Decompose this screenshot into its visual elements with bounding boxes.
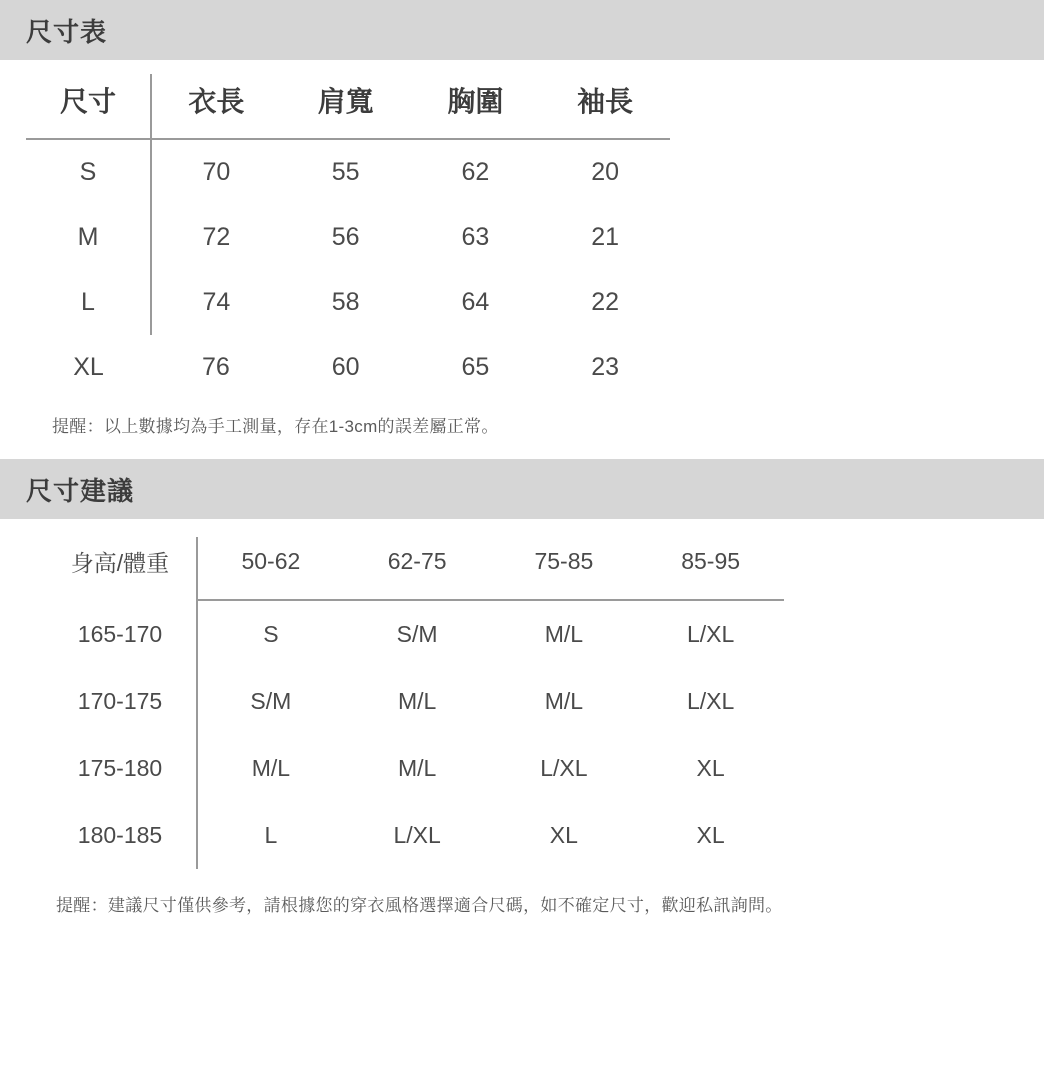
size-cell: 58 [331,288,360,316]
table-row [26,205,670,270]
size-table [26,74,670,396]
recommend-weight-header: 75-85 [491,537,638,600]
size-column-header-chest: 胸圍 [411,74,541,139]
size-cell: 70 [202,158,231,186]
size-table-body [26,139,670,396]
size-table-header [0,0,1044,60]
recommend-table-head [44,537,784,600]
recommend-table-body [44,600,784,869]
table-row [44,668,784,735]
size-table-head [26,74,670,139]
size-cell: 23 [591,353,620,381]
recommend-cell: M/L [544,621,584,647]
size-cell: 76 [201,353,230,381]
size-column-header-length: 衣長 [151,74,281,139]
table-row [44,735,784,802]
size-table-note: 提醒：以上數據均為手工測量，存在1-3cm的誤差屬正常。 [52,417,499,436]
recommend-cell: S/M [250,688,292,714]
size-cell: 63 [461,223,490,251]
recommend-header-row [44,537,784,600]
size-row-label: XL [73,353,104,381]
recommend-height-label: 170-175 [44,668,197,735]
recommend-height-label: 165-170 [44,600,197,668]
size-cell: 64 [461,288,490,316]
recommend-height-label: 180-185 [44,802,197,869]
recommend-cell: M/L [397,755,437,781]
size-table-header-row [26,74,670,139]
size-cell: 21 [591,223,620,251]
table-row [26,139,670,205]
recommend-weight-header: 85-95 [637,537,784,600]
size-row-label: S [26,139,151,205]
size-cell: 74 [202,288,231,316]
recommend-corner-label: 身高/體重 [44,537,197,600]
size-cell: 60 [331,353,360,381]
size-table-block [0,74,1044,437]
recommend-height-label: 175-180 [44,735,197,802]
recommend-cell: M/L [544,688,584,714]
recommend-cell: S [263,621,279,647]
size-column-header-sleeve: 袖長 [540,74,670,139]
size-table-title: 尺寸表 [26,16,108,47]
recommend-cell: XL [696,755,725,781]
recommend-cell: XL [549,822,578,848]
recommend-cell: L/XL [393,822,441,848]
recommend-cell: S/M [396,621,438,647]
size-row-label: L [26,270,151,335]
table-row [44,802,784,869]
size-cell: 56 [331,223,360,251]
recommend-cell: M/L [251,755,291,781]
size-row-label: M [26,205,151,270]
recommend-title: 尺寸建議 [26,475,135,506]
recommend-weight-header: 62-75 [344,537,491,600]
recommend-cell: L/XL [686,688,735,714]
size-cell: 65 [461,353,490,381]
recommend-cell: L/XL [540,755,588,781]
size-cell: 20 [591,158,620,186]
recommend-block [0,537,1044,916]
recommend-header [0,459,1044,519]
size-column-header-size: 尺寸 [26,74,151,139]
size-cell: 55 [331,158,360,186]
recommend-cell: L [264,822,278,848]
recommend-table [44,537,784,869]
table-row [26,335,670,396]
size-cell: 62 [461,158,490,186]
recommend-cell: XL [696,822,725,848]
size-cell: 72 [202,223,231,251]
recommend-cell: L/XL [686,621,735,647]
recommend-note: 提醒：建議尺寸僅供參考，請根據您的穿衣風格選擇適合尺碼，如不確定尺寸，歡迎私訊詢問。 [56,896,783,915]
recommend-weight-header: 50-62 [197,537,344,600]
size-cell: 22 [591,288,620,316]
table-row [26,270,670,335]
size-column-header-shoulder: 肩寬 [281,74,411,139]
recommend-cell: M/L [397,688,437,714]
table-row [44,600,784,668]
